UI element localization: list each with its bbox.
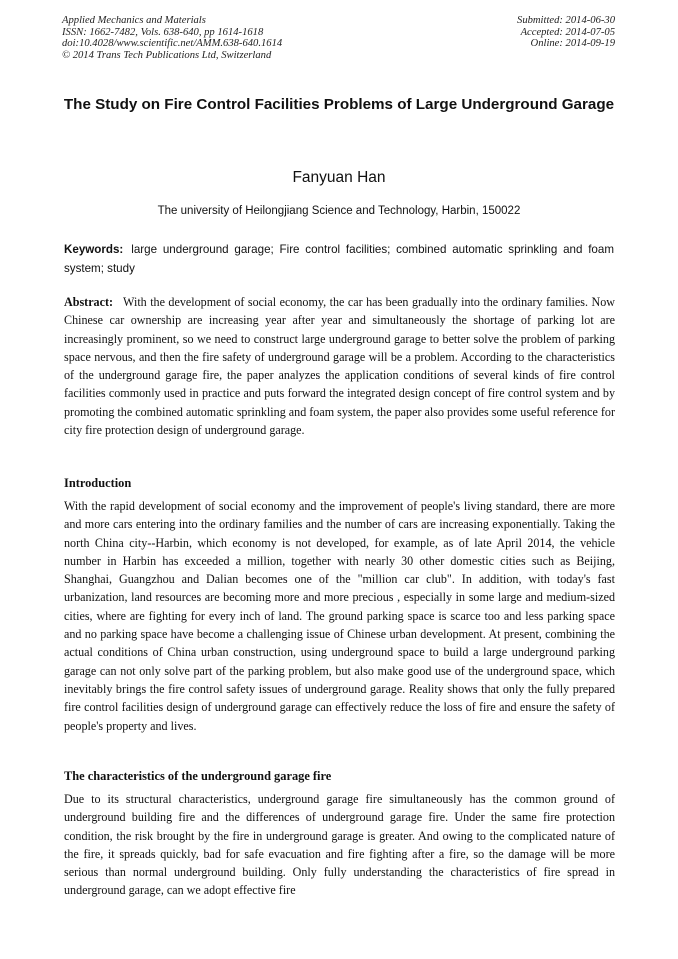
section-heading-introduction: Introduction bbox=[64, 476, 132, 490]
abstract-label: Abstract: bbox=[64, 295, 114, 309]
journal-name: Applied Mechanics and Materials bbox=[62, 15, 206, 26]
section-paragraph-introduction: With the rapid development of social economy and the improvement of people's living standard, there are more and more cars entering into the ordinary families and the number of cars are increasing exponentially. Taking the north China city--Harbin, which economy is not developed, for example, as of late April 2014, the vehicle number in Harbin has exceeded a million, together with nearly 30 other domestic cities such as Beijing, Shanghai, Guangzhou and Dalian becomes one of the "million car club". In addition, with today's fast urbanization, land resources are becoming more and more precious , especially in some large and medium-sized cities, where are fighting for every inch of land. The ground parking space is scarce too and less parking space and no parking space have become a challenging issue of Chinese urban development. At present, combining the actual conditions of China urban construction, using underground space to build a large underground parking garage can not only solve part of the parking problem, but also make good use of the underground space, which inevitably brings the fire control safety issues of underground garage. Reality shows that only the fully prepared fire control facilities design of underground garage can effectively reduce the loss of fire and ensure the safety of people's property and lives. bbox=[64, 499, 615, 733]
online-date: Online: 2014-09-19 bbox=[530, 38, 615, 50]
submitted-date: Submitted: 2014-06-30 bbox=[517, 15, 615, 26]
abstract-block bbox=[64, 293, 615, 439]
doi-line: doi:10.4028/www.scientific.net/AMM.638-640.1614 bbox=[62, 38, 283, 50]
keywords-text: large underground garage; Fire control facilities; combined automatic sprinkling and foam system; study bbox=[64, 243, 614, 275]
author-name: Fanyuan Han bbox=[292, 169, 386, 186]
author-affiliation: The university of Heilongjiang Science and Technology, Harbin, 150022 bbox=[157, 205, 521, 217]
section-heading-characteristics: The characteristics of the underground garage fire bbox=[64, 769, 332, 783]
section-paragraph-characteristics: Due to its structural characteristics, underground garage fire simultaneously has the common ground of underground building fire and the differences of underground garage fire. Under the same fire protection condition, the risk brought by the fire in underground garage is greater. And owing to the complicated nature of the fire, it spreads quickly, bad for safe evacuation and fire fighting after a fire, so the damage will be more serious than normal underground building. Only fully understanding the characteristics of fire spread in underground garage, can we adopt effective fire bbox=[64, 792, 615, 898]
issn-line: ISSN: 1662-7482, Vols. 638-640, pp 1614-1618 bbox=[62, 26, 264, 38]
publication-dates bbox=[517, 15, 615, 50]
keywords-label: Keywords: bbox=[64, 243, 124, 256]
abstract-text: With the development of social economy, the car has been gradually into the ordinary families. Now Chinese car ownership are increasing year after year and simultaneously the shortage of parking lot are increasingly prominent, so we need to construct large underground garage to better solve the problem of parking space nervous, and then the fire safety of underground garage will be a problem. According to the characteristics of the underground garage fire, the paper analyzes the application conditions of several kinds of fire control facilities commonly used in practice and puts forward the integrated design concept of fire control system and by promoting the combined automatic sprinkling and foam system, the paper also provides some useful reference for city fire protection design of underground garage. bbox=[64, 295, 615, 438]
accepted-date: Accepted: 2014-07-05 bbox=[520, 26, 615, 38]
paper-title: The Study on Fire Control Facilities Problems of Large Underground Garage bbox=[63, 96, 615, 113]
journal-info bbox=[62, 15, 282, 61]
copyright-line: © 2014 Trans Tech Publications Ltd, Switzerland bbox=[62, 49, 272, 61]
keywords-block bbox=[64, 240, 614, 278]
